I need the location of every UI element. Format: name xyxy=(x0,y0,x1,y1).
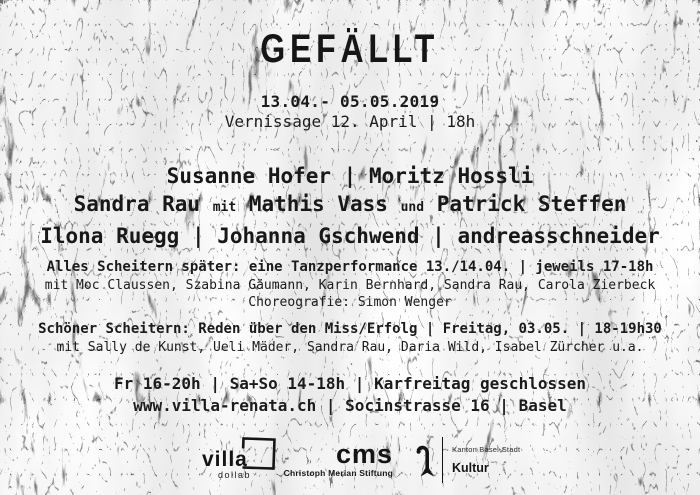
performance-cast: mit Moc Claussen, Szabina Gäumann, Karin Bernhard, Sandra Rau, Carola Zierbeck xyxy=(44,278,656,293)
conjunction-mit: mit xyxy=(212,200,237,215)
basel-dept-label: Kultur xyxy=(452,461,489,475)
logo-divider-line xyxy=(442,437,443,483)
talk-title: Schöner Scheitern: Reden über den Miss/Erfolg | Freitag, 03.05. | 18-19h30 xyxy=(38,321,662,337)
villa-logo-sub: dollab xyxy=(218,470,252,480)
poster-title: GEFÄLLT xyxy=(260,27,440,71)
villa-logo-word: villa xyxy=(202,448,248,471)
talk-event xyxy=(0,319,700,356)
exhibition-dates: 13.04.- 05.05.2019 xyxy=(260,92,440,111)
basel-logo-text xyxy=(452,445,520,475)
talk-cast: mit Sally de Kunst, Ueli Mäder, Sandra Rau, Daria Wild, Isabel Zürcher u.a. xyxy=(56,340,644,355)
performance-title: Alles Scheitern später: eine Tanzperformance 13./14.04. | jeweils 17-18h xyxy=(46,259,654,275)
baselstab-crozier-icon xyxy=(415,443,435,479)
cms-logo-word: cms xyxy=(335,439,393,469)
opening-hours: Fr 16-20h | Sa+So 14-18h | Karfreitag geschlossen xyxy=(113,374,586,393)
cms-logo-sub: Christoph Merian Stiftung xyxy=(283,468,393,478)
villa-dollab-logo xyxy=(196,435,280,485)
website-address-line: www.villa-renata.ch | Socinstrasse 16 | Basel xyxy=(133,396,567,415)
artist-line-2 xyxy=(0,190,700,222)
artist-name: Mathis Vass xyxy=(248,192,388,216)
visitor-info xyxy=(0,373,700,417)
basel-org-label: Kanton Basel-Stadt xyxy=(452,445,521,454)
sponsor-logos xyxy=(0,432,700,488)
conjunction-und: und xyxy=(400,200,425,215)
artist-line-3: Ilona Ruegg | Johanna Gschwend | andreasschneider xyxy=(40,224,660,248)
artist-line-1: Susanne Hofer | Moritz Hossli xyxy=(166,164,534,188)
artist-list xyxy=(0,162,700,250)
performance-choreography: Choreografie: Simon Wenger xyxy=(248,295,452,310)
cms-logo xyxy=(283,439,393,478)
artist-name: Sandra Rau xyxy=(73,192,201,216)
vernissage-line: Vernissage 12. April | 18h xyxy=(224,112,476,131)
performance-event xyxy=(0,257,700,311)
artist-name: Patrick Steffen xyxy=(436,192,627,216)
kanton-basel-stadt-logo xyxy=(415,435,520,485)
